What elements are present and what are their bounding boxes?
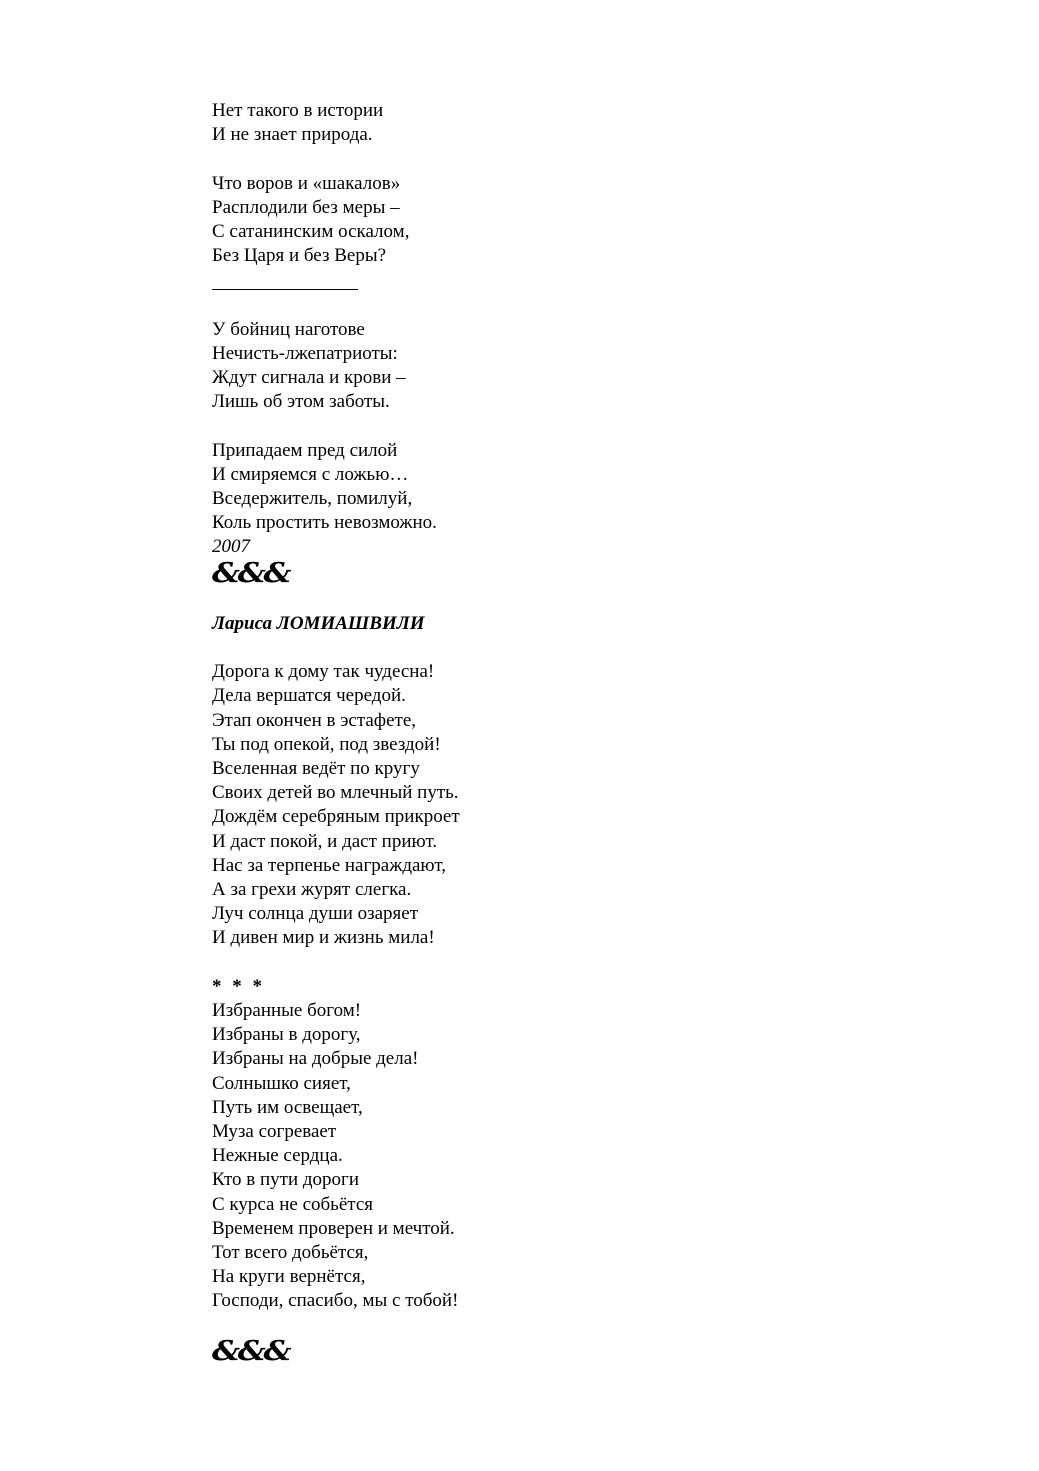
section-gap: [212, 1314, 912, 1338]
stanza-gap: [212, 147, 912, 171]
stanza-gap: [212, 414, 912, 438]
poem-line: Лишь об этом заботы.: [212, 391, 390, 413]
poem-line: Нечисть-лжепатриоты:: [212, 342, 398, 364]
poem-line: Дела вершатся чередой.: [212, 685, 406, 707]
poem-line: С сатанинским оскалом,: [212, 221, 410, 242]
poem-2: [212, 660, 912, 950]
section-ornament-icon: &&&: [212, 557, 290, 589]
poem-line: На круги вернётся,: [212, 1266, 366, 1288]
poem-line: Ты под опекой, под звездой!: [212, 733, 441, 755]
poem-line: Тот всего добьётся,: [212, 1242, 369, 1264]
poem-line: И не знает природа.: [212, 124, 373, 146]
poem-line: Нет такого в истории: [212, 100, 384, 121]
poem-line: Солнышко сияет,: [212, 1072, 351, 1094]
stanza-gap: [212, 293, 912, 317]
stanza-1: [212, 99, 912, 147]
poem-line: Муза согревает: [212, 1121, 337, 1143]
poem-line: И даст покой, и даст приют.: [212, 830, 438, 852]
poem-line: Вседержитель, помилуй,: [212, 488, 413, 509]
poem-line: Временем проверен и мечтой.: [212, 1217, 455, 1239]
poem-line: Дорога к дому так чудесна!: [212, 661, 435, 683]
section-ornament-icon: &&&: [212, 1335, 290, 1367]
poem-line: У бойниц наготове: [212, 318, 365, 340]
document-page: [212, 99, 912, 1366]
poem-line: Припадаем пред силой: [212, 439, 398, 461]
poem-line: А за грехи журят слегка.: [212, 879, 412, 901]
poem-line: И дивен мир и жизнь мила!: [212, 927, 435, 949]
poem-line: Коль простить невозможно.: [212, 512, 437, 534]
poem-1: [212, 99, 912, 560]
poem-line: Господи, спасибо, мы с тобой!: [212, 1290, 459, 1312]
poem-line: И смиряемся с ложью…: [212, 463, 409, 485]
poem-line: Без Царя и без Веры?: [212, 245, 387, 267]
poem-line: Нас за терпенье награждают,: [212, 854, 447, 876]
poem-line: Избраны на добрые дела!: [212, 1048, 419, 1070]
poem-line: Путь им освещает,: [212, 1096, 363, 1118]
poem-line: Своих детей во млечный путь.: [212, 782, 459, 804]
poem-line: Расплодили без меры –: [212, 196, 400, 218]
poem-line: Этап окончен в эстафете,: [212, 709, 417, 731]
poem-line: Вселенная ведёт по кругу: [212, 758, 420, 779]
separator-rule: [212, 289, 358, 290]
poem-line: Ждут сигнала и крови –: [212, 367, 406, 388]
poem-line: Дождём серебряным прикроет: [212, 806, 460, 828]
poem-line: Кто в пути дороги: [212, 1169, 359, 1191]
poem-line: Избранные богом!: [212, 1000, 362, 1022]
stanza-4: [212, 439, 912, 536]
section-gap: [212, 951, 912, 975]
stanza-2: [212, 172, 912, 269]
stanza-3: [212, 318, 912, 415]
poem-line: Избраны в дорогу,: [212, 1024, 361, 1046]
poem-line: С курса не собьётся: [212, 1193, 373, 1215]
section-gap: [212, 588, 912, 612]
author-name: Лариса ЛОМИАШВИЛИ: [212, 612, 425, 634]
poem-line: Что воров и «шакалов»: [212, 172, 401, 194]
poem-year: 2007: [212, 536, 250, 558]
poem-line: Луч солнца души озаряет: [212, 903, 419, 925]
poem-asterisks: * * *: [212, 975, 265, 997]
poem-line: Нежные сердца.: [212, 1145, 343, 1167]
poem-3: [212, 975, 912, 1314]
section-gap: [212, 636, 912, 660]
